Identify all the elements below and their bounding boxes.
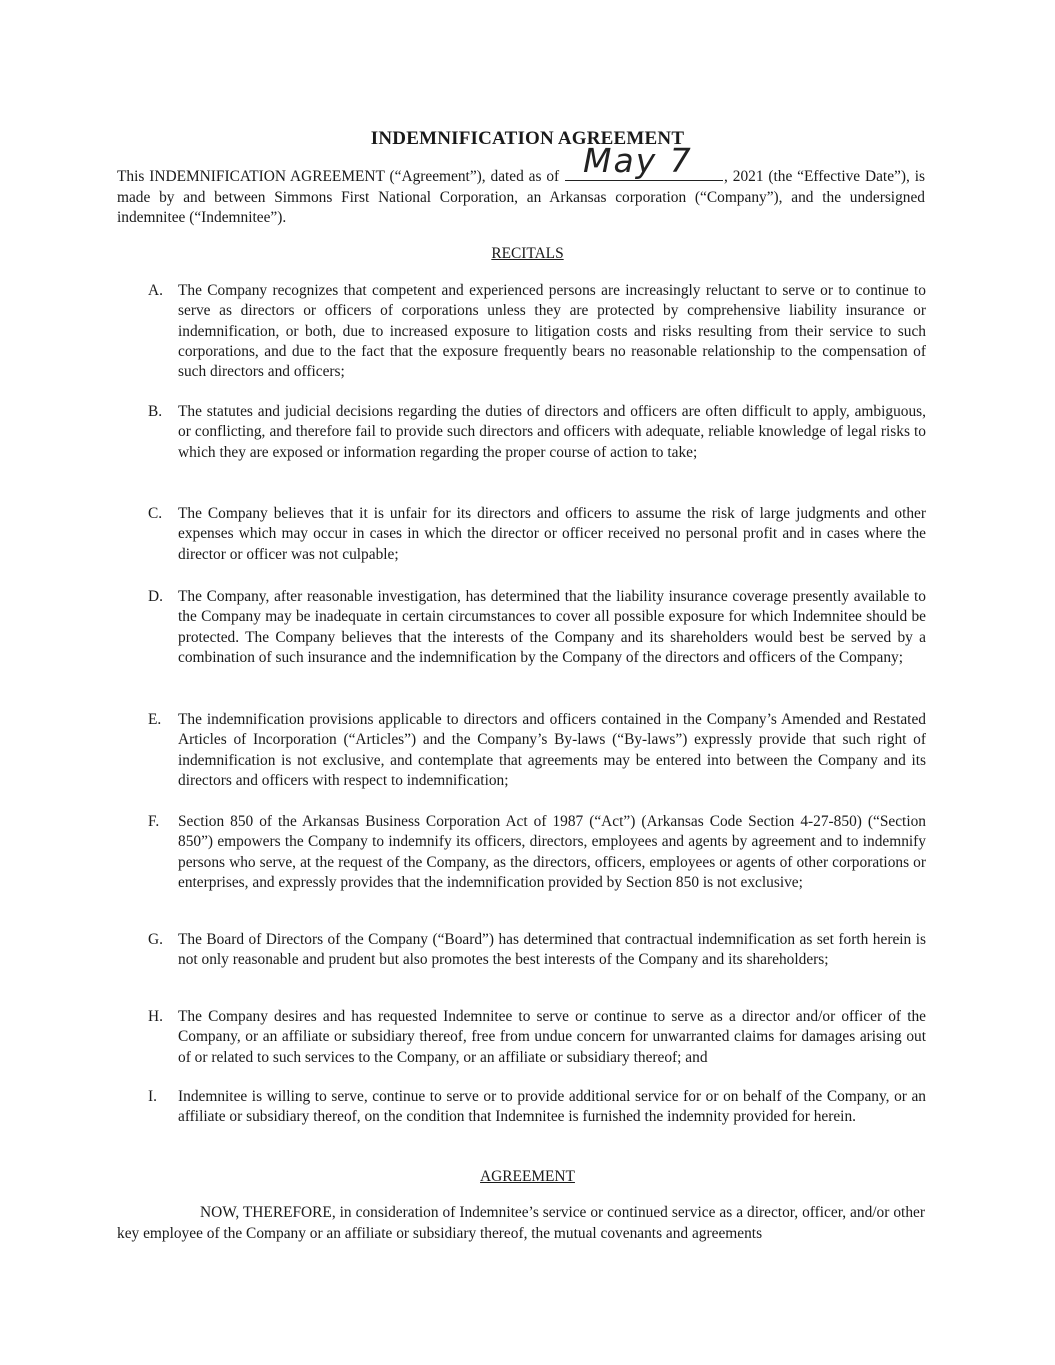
recital-text: The Board of Directors of the Company (“Board”) has determined that contractual indemnification as set forth herein is not only reasonable and prudent but also promotes the best interests of the Company and its shareholders;	[178, 931, 926, 969]
recital-text: Indemnitee is willing to serve, continue to serve or to provide additional service for or on behalf of the Company, or an affiliate or subsidiary thereof, on the condition that Indemnitee is furnished the indemnity provided for herein.	[178, 1088, 926, 1126]
intro-before-date: This INDEMNIFICATION AGREEMENT (“Agreement”), dated as of	[117, 168, 560, 185]
recital-item	[148, 930, 926, 971]
agreement-paragraph: NOW, THEREFORE, in consideration of Indemnitee’s service or continued service as a director, officer, and/or other key employee of the Company or an affiliate or subsidiary thereof, the mutual covenants and agreements	[117, 1204, 925, 1242]
recital-text: Section 850 of the Arkansas Business Corporation Act of 1987 (“Act”) (Arkansas Code Section 4-27-850) (“Section 850”) empowers the Company to indemnify its officers, directors, employees and agents by agreement and to indemnify persons who serve, at the request of the Company, as the directors, officers, employees or agents of other corporations or enterprises, and expressly provides that the indemnification provided by Section 850 is not exclusive;	[178, 813, 926, 891]
recital-item	[148, 1087, 926, 1128]
recitals-heading: RECITALS	[491, 245, 564, 262]
intro-paragraph	[117, 141, 925, 229]
recital-text: The Company desires and has requested Indemnitee to serve or continue to serve as a director and/or officer of the Company, or an affiliate or subsidiary thereof, free from undue concern for unwarranted claims for damages arising out of or related to such services to the Company, or an affiliate or subsidiary thereof; and	[178, 1008, 926, 1066]
recital-letter: G.	[148, 931, 163, 948]
recital-letter: H.	[148, 1008, 163, 1025]
handwritten-date: May 7	[583, 141, 693, 180]
recital-letter: B.	[148, 403, 163, 420]
recital-letter: F.	[148, 813, 160, 830]
recital-text: The indemnification provisions applicable to directors and officers contained in the Company’s Amended and Restated Articles of Incorporation (“Articles”) and the Company’s By-laws (“By-laws”) expressly provide that such right of indemnification is not exclusive, and contemplate that agreements may be entered into between the Company and its directors and officers with respect to indemnification;	[178, 711, 926, 789]
recital-text: The statutes and judicial decisions regarding the duties of directors and officers are often difficult to apply, ambiguous, or conflicting, and therefore fail to provide such directors and officers with adequate, reliable knowledge of legal risks to which they are exposed or information regarding the proper course of action to take;	[178, 403, 926, 461]
recital-item	[148, 1007, 926, 1068]
recital-letter: D.	[148, 588, 163, 605]
recital-text: The Company, after reasonable investigation, has determined that the liability insurance coverage presently available to the Company may be inadequate in certain circumstances to cover all possible exposure for which Indemnitee should be protected. The Company believes that the interests of the Company and its shareholders would best be served by a combination of such insurance and the indemnification by the Company of the directors and officers of the Company;	[178, 588, 926, 666]
recital-item	[148, 504, 926, 565]
recital-letter: E.	[148, 711, 162, 728]
recital-item	[148, 281, 926, 382]
document-title: INDEMNIFICATION AGREEMENT	[370, 128, 685, 149]
intro-after-date: , 2021 (the “Effective Date”), is made by and between Simmons First National Corporation, an Arkansas corporation (“Company”), and the undersigned indemnitee (“Indemnitee”).	[117, 168, 925, 226]
recital-item	[148, 710, 926, 791]
recital-item	[148, 587, 926, 668]
recital-letter: C.	[148, 505, 163, 522]
recital-item	[148, 812, 926, 893]
recital-item	[148, 402, 926, 463]
recital-letter: A.	[148, 282, 163, 299]
recital-letter: I.	[148, 1088, 157, 1105]
recital-text: The Company believes that it is unfair for its directors and officers to assume the risk of large judgments and other expenses which may occur in cases in which the director or officer received no personal profit and in cases where the director or officer was not culpable;	[178, 505, 926, 563]
recital-text: The Company recognizes that competent and experienced persons are increasingly reluctant to serve or to continue to serve as directors or officers of corporations unless they are protected by comprehensive liability insurance or indemnification, or both, due to increased exposure to litigation costs and risks resulting from their service to such corporations, and due to the fact that the exposure frequently bears no reasonable relationship to the compensation of such directors and officers;	[178, 282, 926, 381]
date-blank-line	[565, 141, 723, 181]
agreement-heading: AGREEMENT	[480, 1168, 575, 1185]
